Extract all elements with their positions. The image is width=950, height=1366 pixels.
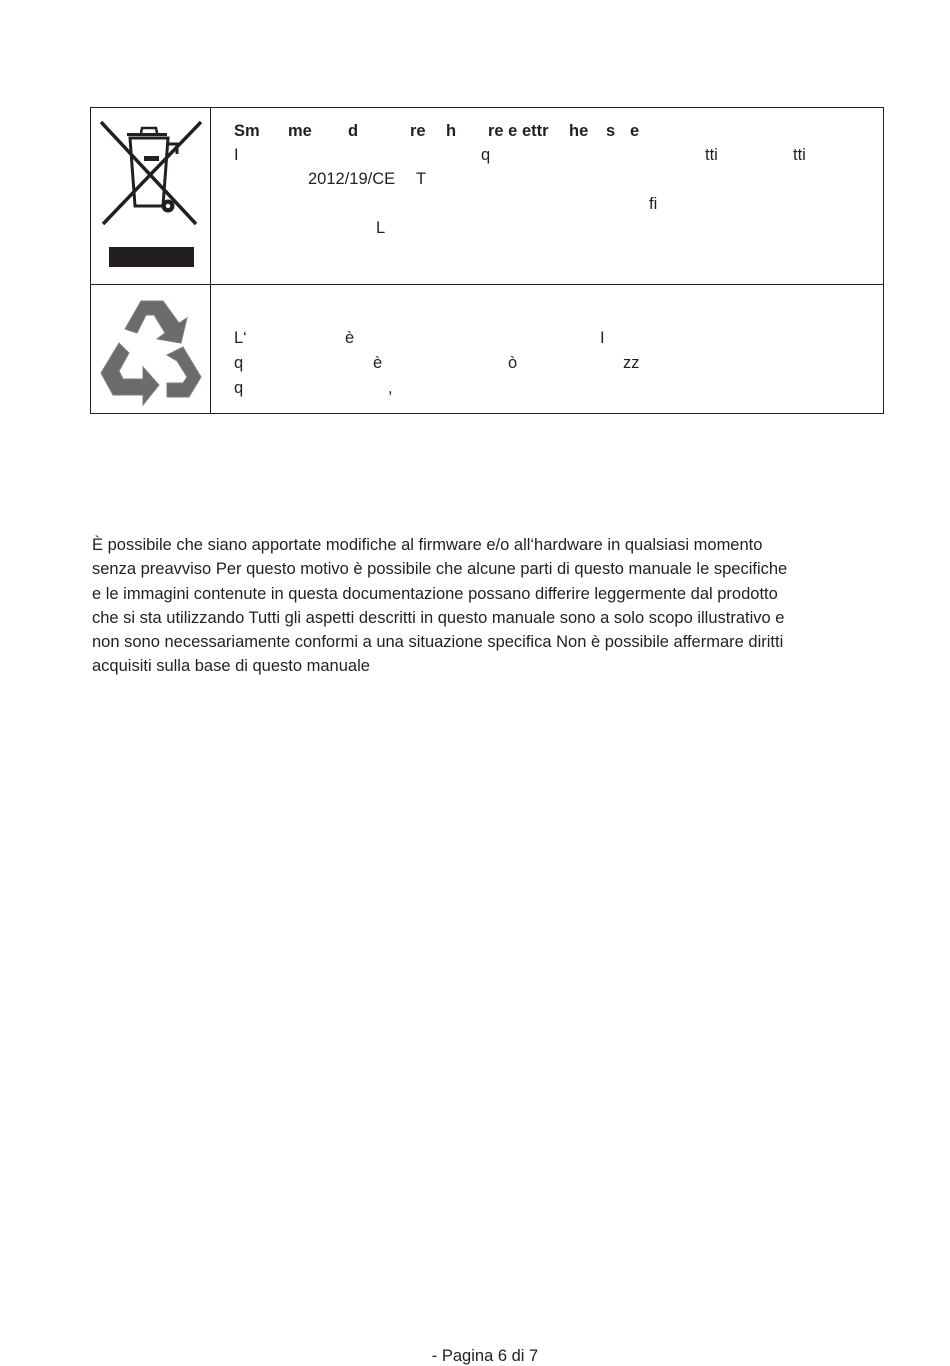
weee-text-fragment: L <box>376 219 386 237</box>
recycle-text-fragment: ò <box>508 354 518 372</box>
weee-text-cell <box>212 108 883 284</box>
recycle-icon-cell <box>91 285 211 413</box>
weee-icon-cell <box>91 108 211 284</box>
disclaimer-line: e le immagini contenute in questa documentazione possano differire leggermente dal prodotto <box>92 584 778 603</box>
recycle-text-fragment: , <box>388 379 393 397</box>
disclaimer-line: che si sta utilizzando Tutti gli aspetti descritti in questo manuale sono a solo scopo illustrativo e <box>92 608 785 627</box>
recycle-text-cell <box>212 285 883 413</box>
recycle-text-fragment: q <box>234 354 244 372</box>
recycle-icon <box>91 285 211 413</box>
disclaimer-line: acquisiti sulla base di questo manuale <box>92 657 370 676</box>
weee-heading-fragment: re e ettr <box>488 122 549 140</box>
weee-heading-fragment: Sm <box>234 122 260 140</box>
recycle-text-fragment: q <box>234 379 244 397</box>
recycle-row <box>91 285 883 413</box>
crossed-out-wheelie-bin-icon <box>91 108 211 284</box>
weee-text-fragment: T <box>416 170 427 188</box>
weee-heading-fragment: e <box>630 122 640 140</box>
weee-text-fragment: q <box>481 146 491 164</box>
recycle-text-fragment: è <box>373 354 383 372</box>
recycle-text-fragment: I <box>600 329 605 347</box>
disclaimer-line: senza preavviso Per questo motivo è possibile che alcune parti di questo manuale le specifiche <box>92 560 788 579</box>
weee-text-fragment: tti <box>705 146 718 164</box>
weee-row <box>91 108 883 285</box>
weee-heading-fragment: he <box>569 122 589 140</box>
page-footer <box>0 1346 950 1366</box>
disposal-info-table <box>90 107 884 414</box>
page-number: - Pagina 6 di 7 <box>431 1347 539 1365</box>
weee-heading-fragment: h <box>446 122 457 140</box>
recycle-text-fragment: è <box>345 329 355 347</box>
weee-heading-fragment: me <box>288 122 312 140</box>
weee-text-fragment: tti <box>793 146 806 164</box>
weee-text-fragment: 2012/19/CE <box>308 170 396 188</box>
disclaimer-line: È possibile che siano apportate modifiche al firmware e/o all‘hardware in qualsiasi momento <box>92 536 763 554</box>
weee-text-fragment: fi <box>649 195 658 213</box>
disclaimer-line: non sono necessariamente conformi a una situazione specifica Non è possibile affermare diritti <box>92 633 784 652</box>
weee-heading-fragment: s <box>606 122 616 140</box>
disclaimer-paragraph <box>92 533 892 679</box>
recycle-text-fragment: L‘ <box>234 329 247 347</box>
weee-heading-fragment: d <box>348 122 359 140</box>
recycle-text-fragment: zz <box>623 354 640 372</box>
weee-text-fragment: I <box>234 146 239 164</box>
weee-heading-fragment: re <box>410 122 426 140</box>
